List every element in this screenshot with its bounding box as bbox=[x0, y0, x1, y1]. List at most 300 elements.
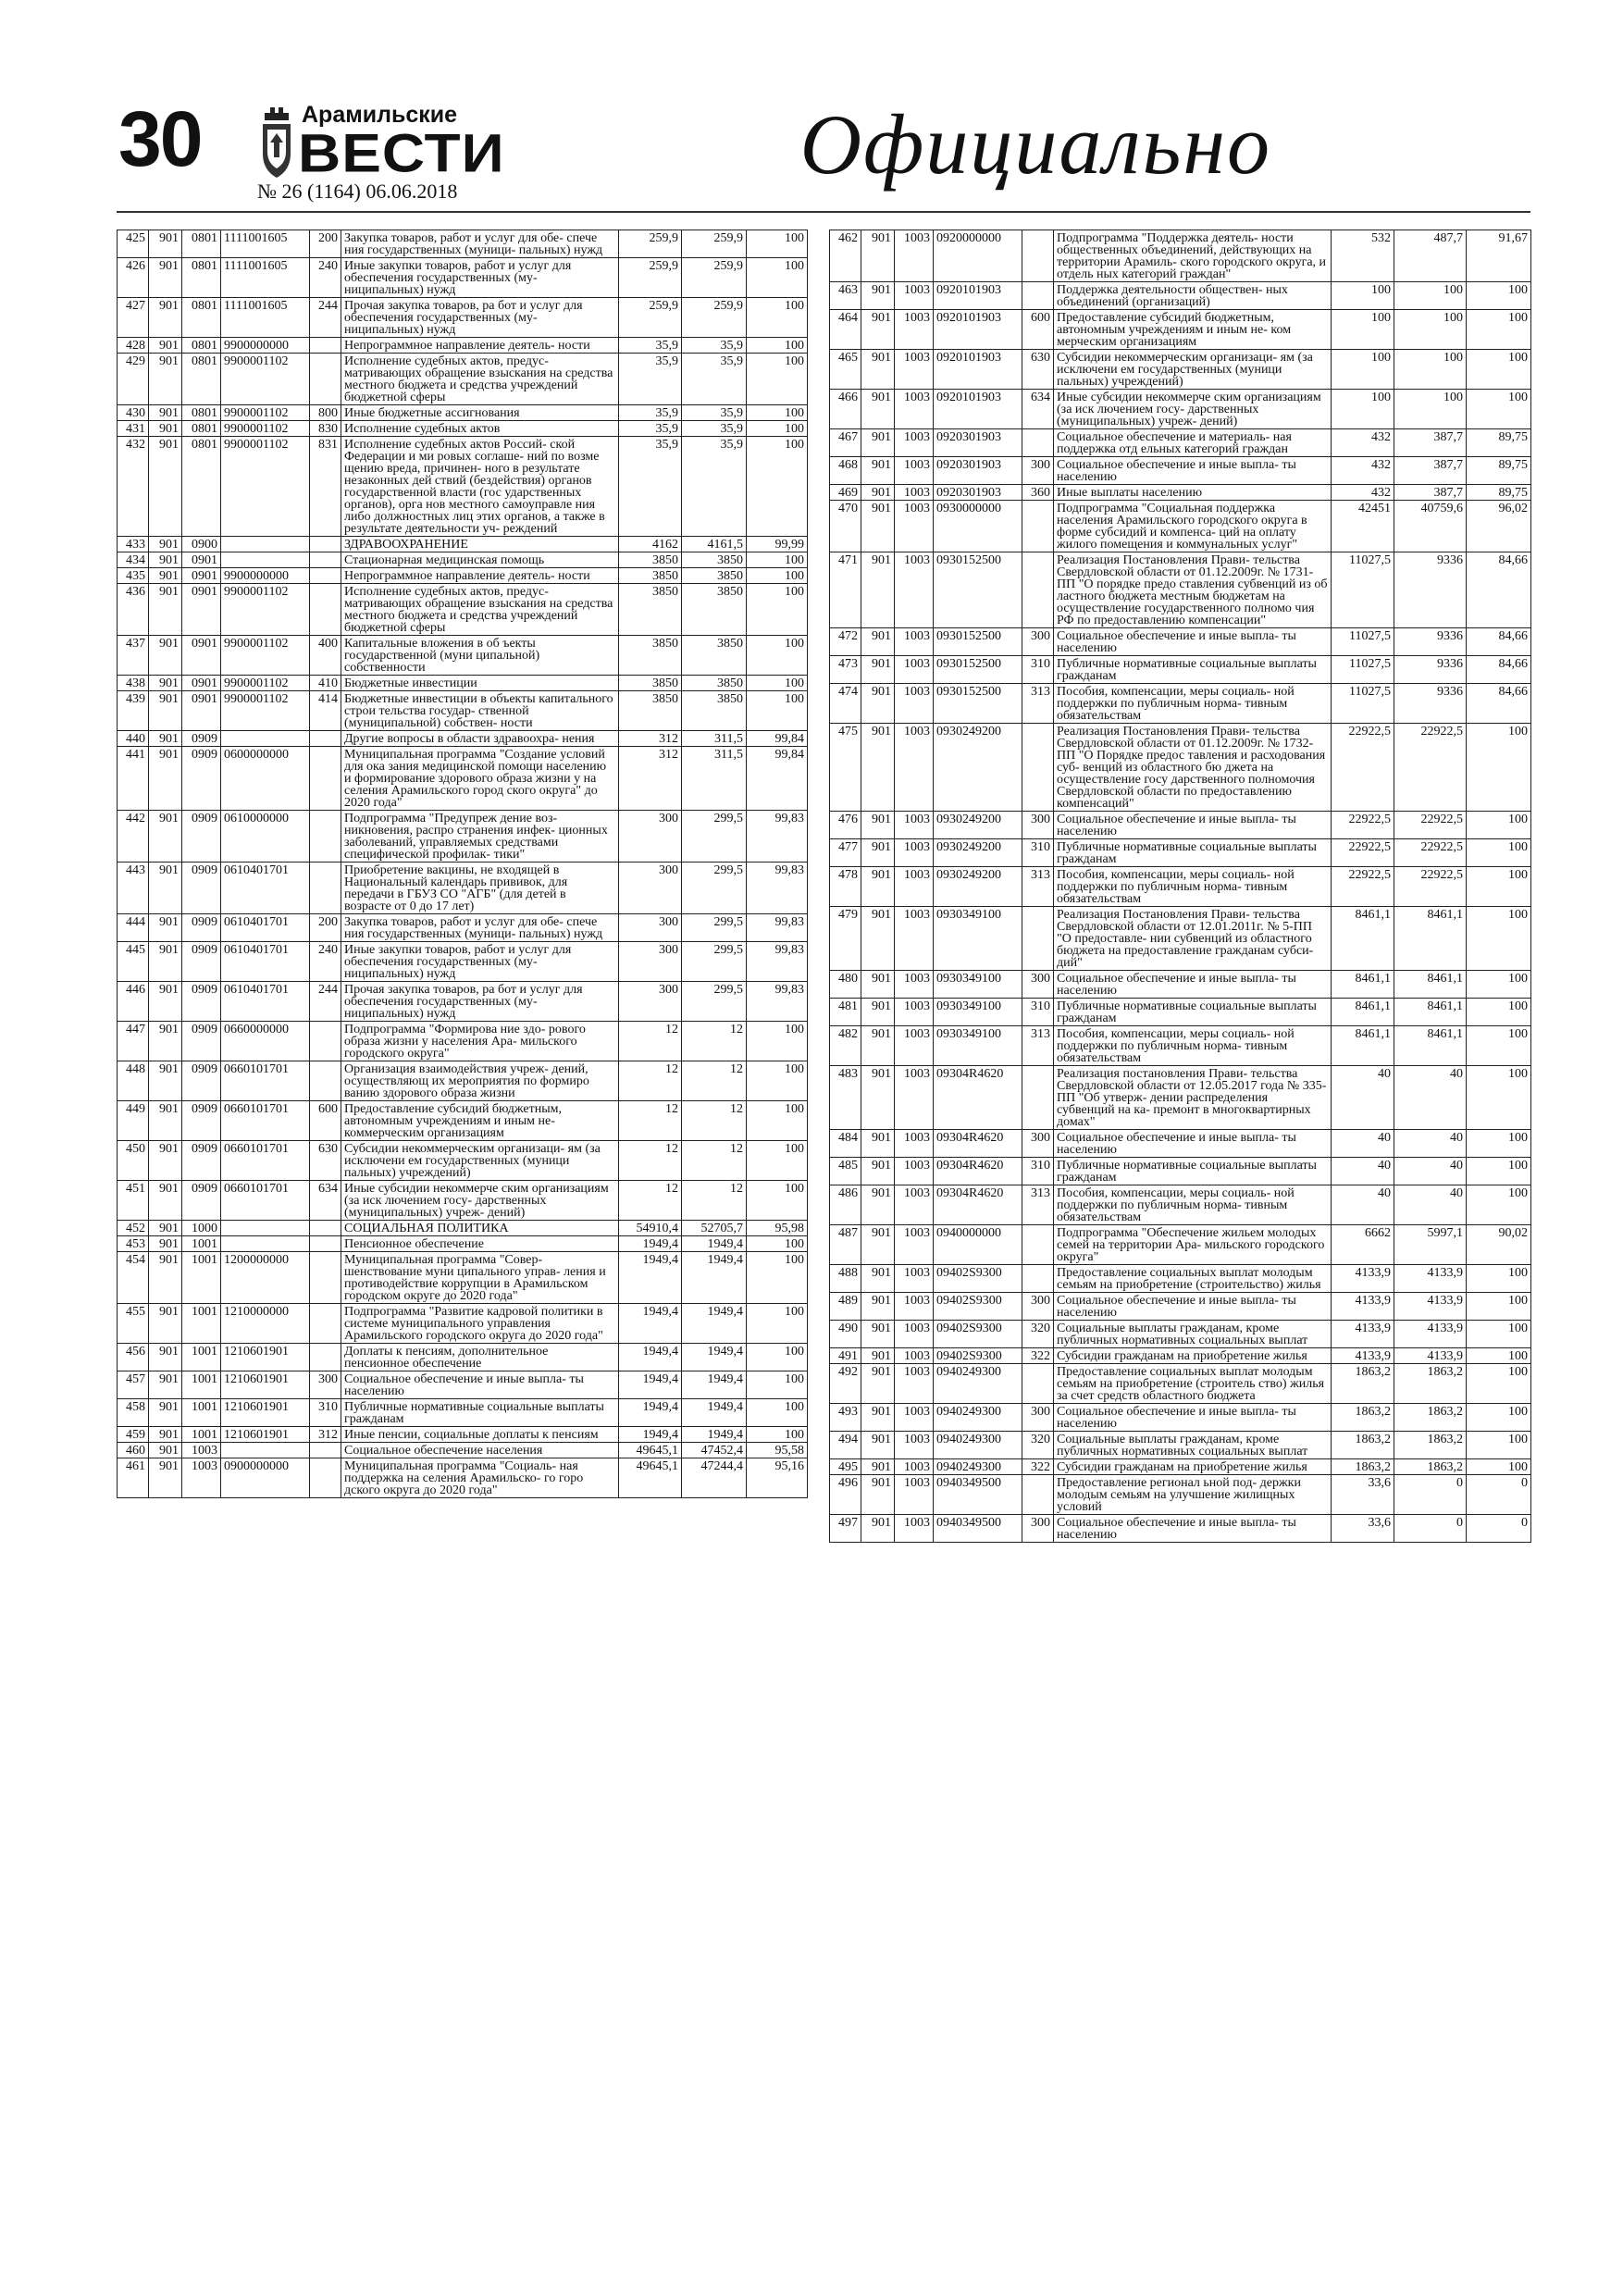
row-number-cell: 484 bbox=[830, 1130, 861, 1158]
execution-percent-cell: 99,84 bbox=[747, 747, 808, 811]
table-row bbox=[118, 942, 808, 982]
execution-percent-cell: 100 bbox=[1467, 724, 1531, 812]
row-number-cell: 426 bbox=[118, 258, 149, 298]
item-name-cell: Бюджетные инвестиции в объекты капитального строи тельства государ- ственной (муниципальной) собствен- ности bbox=[341, 691, 619, 731]
section-code-cell: 1003 bbox=[895, 999, 934, 1026]
table-row bbox=[830, 1185, 1531, 1225]
executed-amount-cell: 9336 bbox=[1394, 628, 1467, 656]
row-number-cell: 440 bbox=[118, 731, 149, 747]
planned-amount-cell: 1863,2 bbox=[1332, 1404, 1394, 1432]
expense-type-cell: 313 bbox=[1022, 1185, 1054, 1225]
section-code-cell: 1003 bbox=[895, 656, 934, 684]
table-row bbox=[118, 1181, 808, 1221]
expense-type-cell: 200 bbox=[310, 914, 341, 942]
row-number-cell: 454 bbox=[118, 1252, 149, 1304]
target-code-cell: 0660101701 bbox=[221, 1101, 310, 1141]
section-code-cell: 1001 bbox=[182, 1344, 221, 1371]
section-code-cell: 1003 bbox=[895, 552, 934, 628]
item-name-cell: Социальное обеспечение и иные выпла- ты населению bbox=[1054, 971, 1332, 999]
table-row bbox=[830, 1293, 1531, 1321]
expense-type-cell: 313 bbox=[1022, 684, 1054, 724]
target-code-cell: 0930000000 bbox=[934, 501, 1022, 552]
target-code-cell: 1210601901 bbox=[221, 1371, 310, 1399]
execution-percent-cell: 100 bbox=[1467, 1404, 1531, 1432]
item-name-cell: Реализация Постановления Прави- тельства Свердловской области от 01.12.2009г. № 1732-ПП "О Порядке предос тавления и расходования суб- венций из областного бю джета на осуществление госу дарственного полномочия Свердловской области по предоставлению компенсаций" bbox=[1054, 724, 1332, 812]
admin-code-cell: 901 bbox=[149, 1221, 182, 1236]
expense-type-cell bbox=[310, 1022, 341, 1061]
item-name-cell: Непрограммное направление деятель- ности bbox=[341, 338, 619, 354]
row-number-cell: 438 bbox=[118, 676, 149, 691]
planned-amount-cell: 1949,4 bbox=[619, 1252, 682, 1304]
expense-type-cell: 310 bbox=[1022, 999, 1054, 1026]
table-row bbox=[118, 1304, 808, 1344]
section-code-cell: 0909 bbox=[182, 1022, 221, 1061]
item-name-cell: Подпрограмма "Поддержка деятель- ности общественных объединений, действующих на территории Арамиль- ского городского округа, и отдель ных категорий граждан" bbox=[1054, 230, 1332, 282]
execution-percent-cell: 100 bbox=[747, 1061, 808, 1101]
expense-type-cell: 310 bbox=[1022, 1158, 1054, 1185]
item-name-cell: Исполнение судебных актов bbox=[341, 421, 619, 437]
planned-amount-cell: 1949,4 bbox=[619, 1304, 682, 1344]
row-number-cell: 485 bbox=[830, 1158, 861, 1185]
row-number-cell: 470 bbox=[830, 501, 861, 552]
executed-amount-cell: 311,5 bbox=[682, 731, 747, 747]
execution-percent-cell: 100 bbox=[1467, 1348, 1531, 1364]
item-name-cell: Организация взаимодействия учреж- дений, осуществляющ их мероприятия по формиро ванию здорового образа жизни bbox=[341, 1061, 619, 1101]
row-number-cell: 461 bbox=[118, 1458, 149, 1498]
admin-code-cell: 901 bbox=[149, 1061, 182, 1101]
planned-amount-cell: 12 bbox=[619, 1061, 682, 1101]
table-row bbox=[830, 1404, 1531, 1432]
row-number-cell: 434 bbox=[118, 552, 149, 568]
target-code-cell: 09402S9300 bbox=[934, 1265, 1022, 1293]
target-code-cell: 0920101903 bbox=[934, 282, 1022, 310]
admin-code-cell: 901 bbox=[149, 421, 182, 437]
item-name-cell: Подпрограмма "Социальная поддержка населения Арамильского городского округа в форме субсидий и компенса- ций на оплату жилого помещения и коммунальных услуг" bbox=[1054, 501, 1332, 552]
execution-percent-cell: 89,75 bbox=[1467, 429, 1531, 457]
item-name-cell: Подпрограмма "Развитие кадровой политики в системе муниципального управления Арамильского городского округа до 2020 года" bbox=[341, 1304, 619, 1344]
table-row bbox=[830, 429, 1531, 457]
admin-code-cell: 901 bbox=[861, 812, 895, 839]
planned-amount-cell: 54910,4 bbox=[619, 1221, 682, 1236]
expense-type-cell: 244 bbox=[310, 982, 341, 1022]
item-name-cell: Иные закупки товаров, работ и услуг для обеспечения государственных (му- ниципальных) нужд bbox=[341, 942, 619, 982]
target-code-cell: 0610401701 bbox=[221, 942, 310, 982]
target-code-cell: 0920301903 bbox=[934, 485, 1022, 501]
table-row bbox=[118, 1252, 808, 1304]
executed-amount-cell: 100 bbox=[1394, 282, 1467, 310]
executed-amount-cell: 5997,1 bbox=[1394, 1225, 1467, 1265]
expense-type-cell: 310 bbox=[1022, 656, 1054, 684]
target-code-cell: 0660101701 bbox=[221, 1141, 310, 1181]
row-number-cell: 464 bbox=[830, 310, 861, 350]
table-row bbox=[118, 1101, 808, 1141]
executed-amount-cell: 40 bbox=[1394, 1158, 1467, 1185]
row-number-cell: 497 bbox=[830, 1515, 861, 1543]
planned-amount-cell: 49645,1 bbox=[619, 1443, 682, 1458]
row-number-cell: 446 bbox=[118, 982, 149, 1022]
section-code-cell: 1003 bbox=[895, 1364, 934, 1404]
target-code-cell: 09304R4620 bbox=[934, 1130, 1022, 1158]
section-code-cell: 0801 bbox=[182, 258, 221, 298]
section-code-cell: 1003 bbox=[895, 1265, 934, 1293]
executed-amount-cell: 9336 bbox=[1394, 552, 1467, 628]
admin-code-cell: 901 bbox=[861, 684, 895, 724]
row-number-cell: 456 bbox=[118, 1344, 149, 1371]
table-row bbox=[118, 1458, 808, 1498]
target-code-cell: 0940000000 bbox=[934, 1225, 1022, 1265]
table-row bbox=[830, 812, 1531, 839]
planned-amount-cell: 33,6 bbox=[1332, 1475, 1394, 1515]
table-row bbox=[118, 437, 808, 537]
executed-amount-cell: 35,9 bbox=[682, 405, 747, 421]
target-code-cell: 09304R4620 bbox=[934, 1158, 1022, 1185]
executed-amount-cell: 1863,2 bbox=[1394, 1364, 1467, 1404]
planned-amount-cell: 1949,4 bbox=[619, 1236, 682, 1252]
table-row bbox=[118, 1141, 808, 1181]
execution-percent-cell: 100 bbox=[747, 636, 808, 676]
expense-type-cell bbox=[310, 1236, 341, 1252]
execution-percent-cell: 95,58 bbox=[747, 1443, 808, 1458]
target-code-cell: 9900001102 bbox=[221, 691, 310, 731]
planned-amount-cell: 35,9 bbox=[619, 437, 682, 537]
planned-amount-cell: 4133,9 bbox=[1332, 1265, 1394, 1293]
row-number-cell: 442 bbox=[118, 811, 149, 863]
executed-amount-cell: 12 bbox=[682, 1061, 747, 1101]
expense-type-cell: 312 bbox=[310, 1427, 341, 1443]
section-code-cell: 0901 bbox=[182, 568, 221, 584]
item-name-cell: Иные выплаты населению bbox=[1054, 485, 1332, 501]
planned-amount-cell: 8461,1 bbox=[1332, 999, 1394, 1026]
expense-type-cell bbox=[1022, 1475, 1054, 1515]
row-number-cell: 444 bbox=[118, 914, 149, 942]
section-code-cell: 1003 bbox=[895, 1130, 934, 1158]
planned-amount-cell: 259,9 bbox=[619, 298, 682, 338]
admin-code-cell: 901 bbox=[149, 731, 182, 747]
table-row bbox=[830, 1158, 1531, 1185]
executed-amount-cell: 8461,1 bbox=[1394, 971, 1467, 999]
row-number-cell: 473 bbox=[830, 656, 861, 684]
executed-amount-cell: 4161,5 bbox=[682, 537, 747, 552]
item-name-cell: Социальное обеспечение и иные выпла- ты населению bbox=[1054, 628, 1332, 656]
item-name-cell: Приобретение вакцины, не входящей в Национальный календарь прививок, для передачи в ГБУЗ СО "АГБ" (для детей в возрасте от 0 до 17 лет) bbox=[341, 863, 619, 914]
section-code-cell: 0909 bbox=[182, 811, 221, 863]
planned-amount-cell: 1863,2 bbox=[1332, 1364, 1394, 1404]
execution-percent-cell: 100 bbox=[1467, 390, 1531, 429]
target-code-cell: 1210601901 bbox=[221, 1344, 310, 1371]
expense-type-cell: 320 bbox=[1022, 1321, 1054, 1348]
item-name-cell: Подпрограмма "Обеспечение жильем молодых семей на территории Ара- мильского городского округа" bbox=[1054, 1225, 1332, 1265]
row-number-cell: 476 bbox=[830, 812, 861, 839]
expense-type-cell: 830 bbox=[310, 421, 341, 437]
execution-percent-cell: 99,99 bbox=[747, 537, 808, 552]
executed-amount-cell: 22922,5 bbox=[1394, 724, 1467, 812]
table-row bbox=[830, 1026, 1531, 1066]
section-code-cell: 1003 bbox=[895, 1432, 934, 1459]
target-code-cell: 09304R4620 bbox=[934, 1185, 1022, 1225]
section-code-cell: 1003 bbox=[895, 1158, 934, 1185]
planned-amount-cell: 12 bbox=[619, 1181, 682, 1221]
section-code-cell: 1003 bbox=[895, 971, 934, 999]
item-name-cell: Социальное обеспечение и иные выпла- ты населению bbox=[1054, 1404, 1332, 1432]
item-name-cell: Предоставление социальных выплат молодым семьям на приобретение (строитель ство) жилья за счет средств областного бюджета bbox=[1054, 1364, 1332, 1404]
admin-code-cell: 901 bbox=[861, 501, 895, 552]
section-code-cell: 1003 bbox=[895, 350, 934, 390]
table-row bbox=[118, 1371, 808, 1399]
execution-percent-cell: 0 bbox=[1467, 1475, 1531, 1515]
table-row bbox=[118, 338, 808, 354]
section-code-cell: 1003 bbox=[895, 628, 934, 656]
item-name-cell: Прочая закупка товаров, ра бот и услуг для обеспечения государственных (му- ниципальных) нужд bbox=[341, 982, 619, 1022]
executed-amount-cell: 1949,4 bbox=[682, 1344, 747, 1371]
table-row bbox=[830, 1364, 1531, 1404]
execution-percent-cell: 100 bbox=[1467, 1185, 1531, 1225]
executed-amount-cell: 387,7 bbox=[1394, 457, 1467, 485]
target-code-cell: 9900000000 bbox=[221, 338, 310, 354]
admin-code-cell: 901 bbox=[149, 354, 182, 405]
expense-type-cell bbox=[1022, 1066, 1054, 1130]
executed-amount-cell: 3850 bbox=[682, 691, 747, 731]
admin-code-cell: 901 bbox=[861, 350, 895, 390]
expense-type-cell bbox=[310, 568, 341, 584]
target-code-cell: 0920000000 bbox=[934, 230, 1022, 282]
planned-amount-cell: 11027,5 bbox=[1332, 628, 1394, 656]
expense-type-cell: 310 bbox=[1022, 839, 1054, 867]
admin-code-cell: 901 bbox=[149, 982, 182, 1022]
executed-amount-cell: 12 bbox=[682, 1022, 747, 1061]
planned-amount-cell: 1949,4 bbox=[619, 1344, 682, 1371]
target-code-cell: 0940349500 bbox=[934, 1515, 1022, 1543]
execution-percent-cell: 100 bbox=[747, 1427, 808, 1443]
expense-type-cell bbox=[1022, 907, 1054, 971]
expense-type-cell bbox=[1022, 282, 1054, 310]
item-name-cell: Муниципальная программа "Совер- шенствование муни ципального управ- ления и противодействие коррупции в Арамильском городском округе до 2020 года" bbox=[341, 1252, 619, 1304]
expense-type-cell: 313 bbox=[1022, 867, 1054, 907]
expense-type-cell: 300 bbox=[1022, 1293, 1054, 1321]
planned-amount-cell: 1863,2 bbox=[1332, 1459, 1394, 1475]
execution-percent-cell: 84,66 bbox=[1467, 684, 1531, 724]
execution-percent-cell: 100 bbox=[1467, 350, 1531, 390]
table-row bbox=[118, 691, 808, 731]
planned-amount-cell: 22922,5 bbox=[1332, 812, 1394, 839]
admin-code-cell: 901 bbox=[149, 338, 182, 354]
item-name-cell: Другие вопросы в области здравоохра- нения bbox=[341, 731, 619, 747]
item-name-cell: Пособия, компенсации, меры социаль- ной поддержки по публичным норма- тивным обязательствам bbox=[1054, 1026, 1332, 1066]
planned-amount-cell: 300 bbox=[619, 914, 682, 942]
item-name-cell: Субсидии некоммерческим организаци- ям (за исключени ем государственных (муници пальных) учреждений) bbox=[1054, 350, 1332, 390]
section-code-cell: 1003 bbox=[895, 867, 934, 907]
admin-code-cell: 901 bbox=[861, 390, 895, 429]
item-name-cell: Предоставление социальных выплат молодым семьям на приобретение (строительство) жилья bbox=[1054, 1265, 1332, 1293]
expense-type-cell bbox=[310, 863, 341, 914]
planned-amount-cell: 22922,5 bbox=[1332, 724, 1394, 812]
table-row bbox=[830, 457, 1531, 485]
table-row bbox=[118, 863, 808, 914]
execution-percent-cell: 100 bbox=[1467, 1432, 1531, 1459]
item-name-cell: Пособия, компенсации, меры социаль- ной поддержки по публичным норма- тивным обязательствам bbox=[1054, 1185, 1332, 1225]
execution-percent-cell: 100 bbox=[1467, 867, 1531, 907]
expense-type-cell: 300 bbox=[1022, 1515, 1054, 1543]
executed-amount-cell: 1863,2 bbox=[1394, 1404, 1467, 1432]
table-row bbox=[118, 1061, 808, 1101]
item-name-cell: Социальное обеспечение и иные выпла- ты населению bbox=[1054, 812, 1332, 839]
row-number-cell: 465 bbox=[830, 350, 861, 390]
row-number-cell: 430 bbox=[118, 405, 149, 421]
planned-amount-cell: 49645,1 bbox=[619, 1458, 682, 1498]
table-row bbox=[118, 552, 808, 568]
row-number-cell: 490 bbox=[830, 1321, 861, 1348]
brand-large-title: ВЕСТИ bbox=[298, 122, 505, 184]
section-code-cell: 0909 bbox=[182, 942, 221, 982]
target-code-cell: 09402S9300 bbox=[934, 1321, 1022, 1348]
admin-code-cell: 901 bbox=[861, 1459, 895, 1475]
table-row bbox=[830, 552, 1531, 628]
execution-percent-cell: 100 bbox=[747, 1252, 808, 1304]
admin-code-cell: 901 bbox=[861, 1026, 895, 1066]
executed-amount-cell: 22922,5 bbox=[1394, 812, 1467, 839]
section-code-cell: 1003 bbox=[895, 1475, 934, 1515]
row-number-cell: 448 bbox=[118, 1061, 149, 1101]
masthead bbox=[0, 0, 1623, 222]
row-number-cell: 475 bbox=[830, 724, 861, 812]
expense-type-cell bbox=[310, 811, 341, 863]
execution-percent-cell: 100 bbox=[1467, 282, 1531, 310]
row-number-cell: 468 bbox=[830, 457, 861, 485]
executed-amount-cell: 8461,1 bbox=[1394, 907, 1467, 971]
table-row bbox=[830, 684, 1531, 724]
planned-amount-cell: 1949,4 bbox=[619, 1371, 682, 1399]
section-code-cell: 0901 bbox=[182, 636, 221, 676]
execution-percent-cell: 100 bbox=[747, 691, 808, 731]
table-row bbox=[830, 839, 1531, 867]
item-name-cell: Подпрограмма "Предупреж дение воз- никновения, распро странения инфек- ционных заболеваний, управляемых средствами специфической профилак- тики" bbox=[341, 811, 619, 863]
item-name-cell: Публичные нормативные социальные выплаты гражданам bbox=[1054, 656, 1332, 684]
execution-percent-cell: 89,75 bbox=[1467, 457, 1531, 485]
section-code-cell: 0909 bbox=[182, 1061, 221, 1101]
item-name-cell: Предоставление субсидий бюджетным, автономным учреждениям и иным не- коммерческим организациям bbox=[341, 1101, 619, 1141]
table-row bbox=[118, 568, 808, 584]
item-name-cell: Социальное обеспечение и материаль- ная поддержка отд ельных категорий граждан bbox=[1054, 429, 1332, 457]
planned-amount-cell: 100 bbox=[1332, 282, 1394, 310]
admin-code-cell: 901 bbox=[149, 1458, 182, 1498]
admin-code-cell: 901 bbox=[861, 1225, 895, 1265]
table-row bbox=[118, 914, 808, 942]
left-column bbox=[117, 230, 807, 1498]
admin-code-cell: 901 bbox=[149, 437, 182, 537]
execution-percent-cell: 100 bbox=[747, 298, 808, 338]
planned-amount-cell: 532 bbox=[1332, 230, 1394, 282]
row-number-cell: 460 bbox=[118, 1443, 149, 1458]
admin-code-cell: 901 bbox=[149, 552, 182, 568]
planned-amount-cell: 22922,5 bbox=[1332, 839, 1394, 867]
page-number: 30 bbox=[118, 95, 202, 182]
section-code-cell: 1003 bbox=[895, 282, 934, 310]
planned-amount-cell: 40 bbox=[1332, 1158, 1394, 1185]
table-row bbox=[830, 230, 1531, 282]
admin-code-cell: 901 bbox=[149, 568, 182, 584]
target-code-cell: 09304R4620 bbox=[934, 1066, 1022, 1130]
target-code-cell: 0930349100 bbox=[934, 999, 1022, 1026]
executed-amount-cell: 487,7 bbox=[1394, 230, 1467, 282]
expense-type-cell: 634 bbox=[310, 1181, 341, 1221]
row-number-cell: 437 bbox=[118, 636, 149, 676]
target-code-cell: 0920101903 bbox=[934, 350, 1022, 390]
expense-type-cell: 240 bbox=[310, 942, 341, 982]
row-number-cell: 425 bbox=[118, 230, 149, 258]
expense-type-cell: 410 bbox=[310, 676, 341, 691]
expense-type-cell: 300 bbox=[1022, 1404, 1054, 1432]
item-name-cell: Публичные нормативные социальные выплаты гражданам bbox=[1054, 839, 1332, 867]
admin-code-cell: 901 bbox=[861, 628, 895, 656]
row-number-cell: 451 bbox=[118, 1181, 149, 1221]
expense-type-cell: 414 bbox=[310, 691, 341, 731]
right-table-body bbox=[830, 230, 1531, 1543]
admin-code-cell: 901 bbox=[861, 1185, 895, 1225]
execution-percent-cell: 100 bbox=[1467, 1026, 1531, 1066]
table-row bbox=[118, 1221, 808, 1236]
row-number-cell: 455 bbox=[118, 1304, 149, 1344]
executed-amount-cell: 259,9 bbox=[682, 298, 747, 338]
expense-type-cell bbox=[1022, 501, 1054, 552]
execution-percent-cell: 100 bbox=[1467, 1321, 1531, 1348]
planned-amount-cell: 3850 bbox=[619, 552, 682, 568]
expense-type-cell bbox=[1022, 724, 1054, 812]
executed-amount-cell: 1949,4 bbox=[682, 1371, 747, 1399]
planned-amount-cell: 3850 bbox=[619, 584, 682, 636]
expense-type-cell bbox=[1022, 230, 1054, 282]
item-name-cell: Пособия, компенсации, меры социаль- ной поддержки по публичным норма- тивным обязательствам bbox=[1054, 684, 1332, 724]
admin-code-cell: 901 bbox=[149, 537, 182, 552]
item-name-cell: Реализация Постановления Прави- тельства Свердловской области от 12.01.2011г. № 5-ПП "О предоставле- нии субвенций из областного бюджета на предоставление гражданам субси- дий" bbox=[1054, 907, 1332, 971]
row-number-cell: 487 bbox=[830, 1225, 861, 1265]
planned-amount-cell: 40 bbox=[1332, 1185, 1394, 1225]
executed-amount-cell: 299,5 bbox=[682, 811, 747, 863]
table-row bbox=[830, 656, 1531, 684]
target-code-cell: 0930349100 bbox=[934, 1026, 1022, 1066]
execution-percent-cell: 91,67 bbox=[1467, 230, 1531, 282]
expense-type-cell: 600 bbox=[1022, 310, 1054, 350]
table-row bbox=[118, 230, 808, 258]
target-code-cell: 0940249300 bbox=[934, 1459, 1022, 1475]
item-name-cell: Пенсионное обеспечение bbox=[341, 1236, 619, 1252]
executed-amount-cell: 4133,9 bbox=[1394, 1293, 1467, 1321]
brand-small-title: Арамильские bbox=[302, 102, 458, 128]
planned-amount-cell: 12 bbox=[619, 1022, 682, 1061]
table-row bbox=[118, 636, 808, 676]
section-code-cell: 0801 bbox=[182, 437, 221, 537]
table-row bbox=[830, 1066, 1531, 1130]
planned-amount-cell: 100 bbox=[1332, 350, 1394, 390]
table-row bbox=[830, 390, 1531, 429]
executed-amount-cell: 259,9 bbox=[682, 230, 747, 258]
row-number-cell: 432 bbox=[118, 437, 149, 537]
execution-percent-cell: 100 bbox=[1467, 1265, 1531, 1293]
item-name-cell: Прочая закупка товаров, ра бот и услуг для обеспечения государственных (му- ниципальных) нужд bbox=[341, 298, 619, 338]
table-row bbox=[118, 258, 808, 298]
planned-amount-cell: 8461,1 bbox=[1332, 971, 1394, 999]
admin-code-cell: 901 bbox=[861, 230, 895, 282]
target-code-cell: 9900001102 bbox=[221, 676, 310, 691]
planned-amount-cell: 35,9 bbox=[619, 405, 682, 421]
section-code-cell: 1003 bbox=[895, 485, 934, 501]
admin-code-cell: 901 bbox=[149, 1101, 182, 1141]
planned-amount-cell: 8461,1 bbox=[1332, 1026, 1394, 1066]
target-code-cell: 0610000000 bbox=[221, 811, 310, 863]
execution-percent-cell: 100 bbox=[747, 230, 808, 258]
planned-amount-cell: 300 bbox=[619, 863, 682, 914]
execution-percent-cell: 100 bbox=[747, 676, 808, 691]
executed-amount-cell: 387,7 bbox=[1394, 429, 1467, 457]
admin-code-cell: 901 bbox=[861, 1265, 895, 1293]
